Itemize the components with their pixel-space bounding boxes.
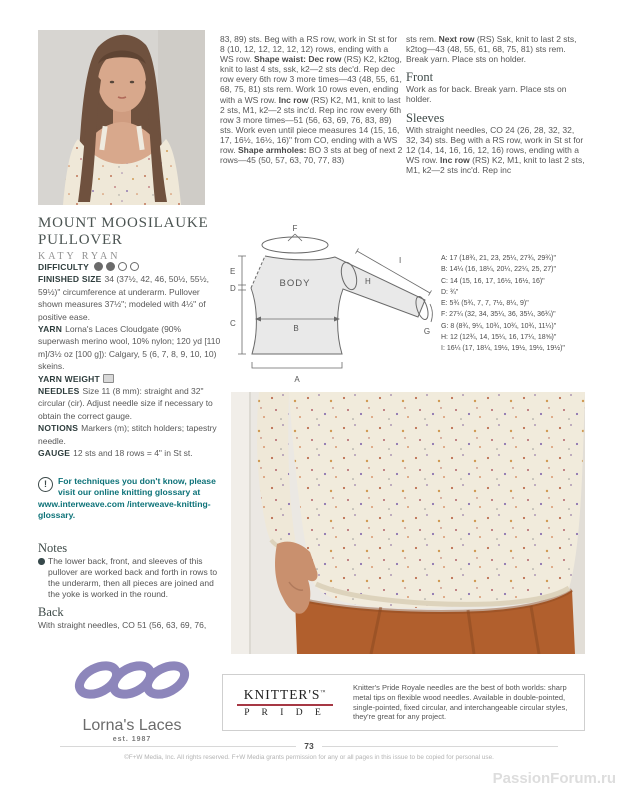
- back-heading: Back: [38, 605, 64, 619]
- model-photo: [38, 30, 205, 205]
- sweater-detail-photo: [231, 392, 585, 654]
- page-title: MOUNT MOOSILAUKE: [38, 215, 209, 231]
- author-name: KATY RYAN: [38, 251, 121, 262]
- measurement-line: B: 14¼ (16, 18¼, 20¼, 22¼, 25, 27)": [441, 266, 556, 274]
- sleeves-heading: Sleeves: [406, 110, 445, 125]
- label-b: B: [293, 324, 299, 333]
- label-c: C: [230, 319, 236, 328]
- front-text: Work as for back. Break yarn. Place sts on holder.: [406, 84, 567, 105]
- page-title-line2: PULLOVER: [38, 231, 123, 248]
- label-e: E: [230, 267, 236, 276]
- yarn-weight-icon: [103, 374, 114, 383]
- lornas-laces-logo: [58, 650, 206, 743]
- measurement-line: G: 8 (8¾, 9¼, 10¾, 10¾, 10¾, 11¼)": [441, 322, 557, 330]
- kp-brand-bottom: P R I D E: [244, 708, 326, 718]
- chain-loops-icon: [58, 650, 206, 710]
- yoke-continued-text: sts rem. Next row (RS) Ssk, knit to last 2 sts, k2tog—43 (48, 55, 61, 68, 75, 81) sts rem. Break yarn. Place sts on holder.: [406, 34, 577, 65]
- label-i: I: [399, 256, 402, 265]
- label-f: F: [292, 224, 298, 233]
- garment-shape: [251, 256, 425, 354]
- measurement-line: A: 17 (18¾, 21, 23, 25¼, 27¾, 29¾)": [441, 255, 556, 262]
- front-heading: Front: [406, 70, 434, 85]
- pattern-column-right: [406, 34, 587, 175]
- pattern-specs: [38, 261, 222, 460]
- label-a: A: [294, 375, 300, 384]
- back-body-text: With straight needles, CO 51 (56, 63, 69, 76,: [38, 620, 207, 630]
- knitters-pride-ad: [222, 674, 585, 731]
- spec-difficulty: DIFFICULTY: [38, 261, 222, 273]
- page-number: 73: [304, 741, 314, 751]
- measurement-line: D: ¾": [441, 288, 459, 296]
- spec-yarn-weight: YARN WEIGHT: [38, 373, 222, 385]
- difficulty-dot-filled: [94, 262, 103, 271]
- copyright-text: ©F+W Media, Inc. All rights reserved. F+W Media grants permission for any or all pages in this issue to be copied for personal use.: [124, 754, 494, 761]
- trademark-symbol: ™: [320, 690, 327, 696]
- glossary-tip-box: [38, 476, 222, 521]
- spec-needles: NEEDLES Size 11 (8 mm): straight and 32" circular (cir). Adjust needle size if necessary to obtain the correct gauge.: [38, 386, 213, 421]
- measurement-line: F: 27¼ (32, 34, 35¼, 36, 35¼, 36¾)": [441, 311, 556, 319]
- sleeves-text: With straight needles, CO 24 (26, 28, 32, 32, 32, 34) sts. Beg with a RS row, work in St st for 12 (14, 14, 16, 16, 12, 16) rows, ending with a WS row. Inc row (RS) K2, M1, knit to last 2 sts, M1, k2—2 sts inc'd. Rep inc: [406, 124, 585, 176]
- spec-notions: NOTIONS Markers (m); stitch holders; tapestry needle.: [38, 423, 217, 446]
- glossary-tip-text: For techniques you don't know, please visit our online knitting glossary at www.interweave.com /interweave-knitting-glossary.: [38, 476, 216, 520]
- footer-rule-right: [322, 746, 558, 747]
- notes-heading: Notes: [38, 541, 68, 555]
- difficulty-dot-filled: [106, 262, 115, 271]
- notes-bullet-item: [38, 556, 222, 600]
- difficulty-dots: [94, 262, 142, 272]
- pattern-column-middle: [220, 34, 404, 165]
- watermark-text: PassionForum.ru: [492, 770, 616, 787]
- exclamation-icon: !: [38, 477, 53, 492]
- kp-ad-text: Knitter's Pride Royale needles are the best of both worlds: sharp metal tips on flexible wood needles. Available in double-pointed, single-pointed, fixed circular, and interchangeable circular styles, they're great for any project.: [353, 682, 568, 722]
- kp-red-rule: [237, 704, 333, 706]
- measurements-list: [441, 253, 589, 355]
- back-continued-text: 83, 89) sts. Beg with a RS row, work in St st for 8 (10, 12, 12, 12, 12, 12) rows, ending with a WS row. Shape waist: Dec row (RS) K2, k2tog, knit to last 4 sts, ssk, k2—2 sts dec'd. Rep dec row every 6th row 3 more times—43 (48, 55, 61, 68, 75, 81) sts rem. Work 10 rows even, ending with a WS row. Inc row (RS) K2, M1, knit to last 2 sts, M1, k2—2 sts inc'd. Rep inc row every 6th row 3 more times—51 (56, 63, 69, 76, 83, 89) sts. Work even until piece measures 14 (15, 16, 17, 16½, 16½, 16)" from CO, ending with a WS row. Shape armholes: BO 3 sts at beg of next 2 rows—45 (50, 57, 63, 70, 77, 83): [220, 34, 403, 166]
- back-section: [38, 607, 222, 631]
- measurement-line: C: 14 (15, 16, 17, 16½, 16½, 16)": [441, 277, 545, 285]
- difficulty-dot-empty: [118, 262, 127, 271]
- model-photo-art: [38, 30, 205, 205]
- measurement-line: I: 16¼ (17, 18¼, 19½, 19½, 19½, 19½)": [441, 345, 565, 353]
- difficulty-dot-empty: [130, 262, 139, 271]
- label-h: H: [365, 277, 371, 286]
- footer-rule-left: [60, 746, 296, 747]
- spec-yarn: YARN Lorna's Laces Cloudgate (90% superwash merino wool, 10% nylon; 120 yd [110 m]/3½ oz [100 g]): Calgary, 5 (6, 7, 8, 9, 10, 10) skeins.: [38, 324, 221, 372]
- measurement-line: H: 12 (12¾, 14, 15¼, 16, 17¼, 18⅝)": [441, 334, 557, 342]
- body-label: BODY: [279, 278, 311, 289]
- page-number-row: [60, 741, 558, 751]
- measurement-line: E: 5¾ (5¾, 7, 7, 7½, 8¼, 9)": [441, 300, 529, 308]
- spec-gauge: GAUGE 12 sts and 18 rows = 4" in St st.: [38, 448, 193, 459]
- spec-finished-size: FINISHED SIZE 34 (37½, 42, 46, 50½, 55½, 59½)" circumference at underarm. Pullover shown measures 37½"; modeled with 4½" of positive ease.: [38, 274, 209, 322]
- sweater-photo-art: [231, 392, 585, 654]
- schematic-diagram: [229, 222, 437, 397]
- knitters-pride-logo: [233, 687, 337, 718]
- notes-bullet-text: The lower back, front, and sleeves of this pullover are worked back and forth in rows to the underarm, then all pieces are joined and the yoke is worked in the round.: [48, 556, 218, 599]
- label-g: G: [423, 327, 431, 336]
- bullet-icon: [38, 558, 45, 565]
- article-title-block: [38, 215, 224, 262]
- lorna-brand-name: Lorna's Laces: [82, 717, 182, 734]
- notes-section: [38, 543, 222, 600]
- label-d: D: [230, 284, 236, 293]
- lorna-est-text: est. 1987: [112, 736, 152, 743]
- face: [98, 52, 146, 112]
- kp-brand-top: KNITTER'S: [243, 687, 321, 702]
- neck-oval: [262, 237, 328, 253]
